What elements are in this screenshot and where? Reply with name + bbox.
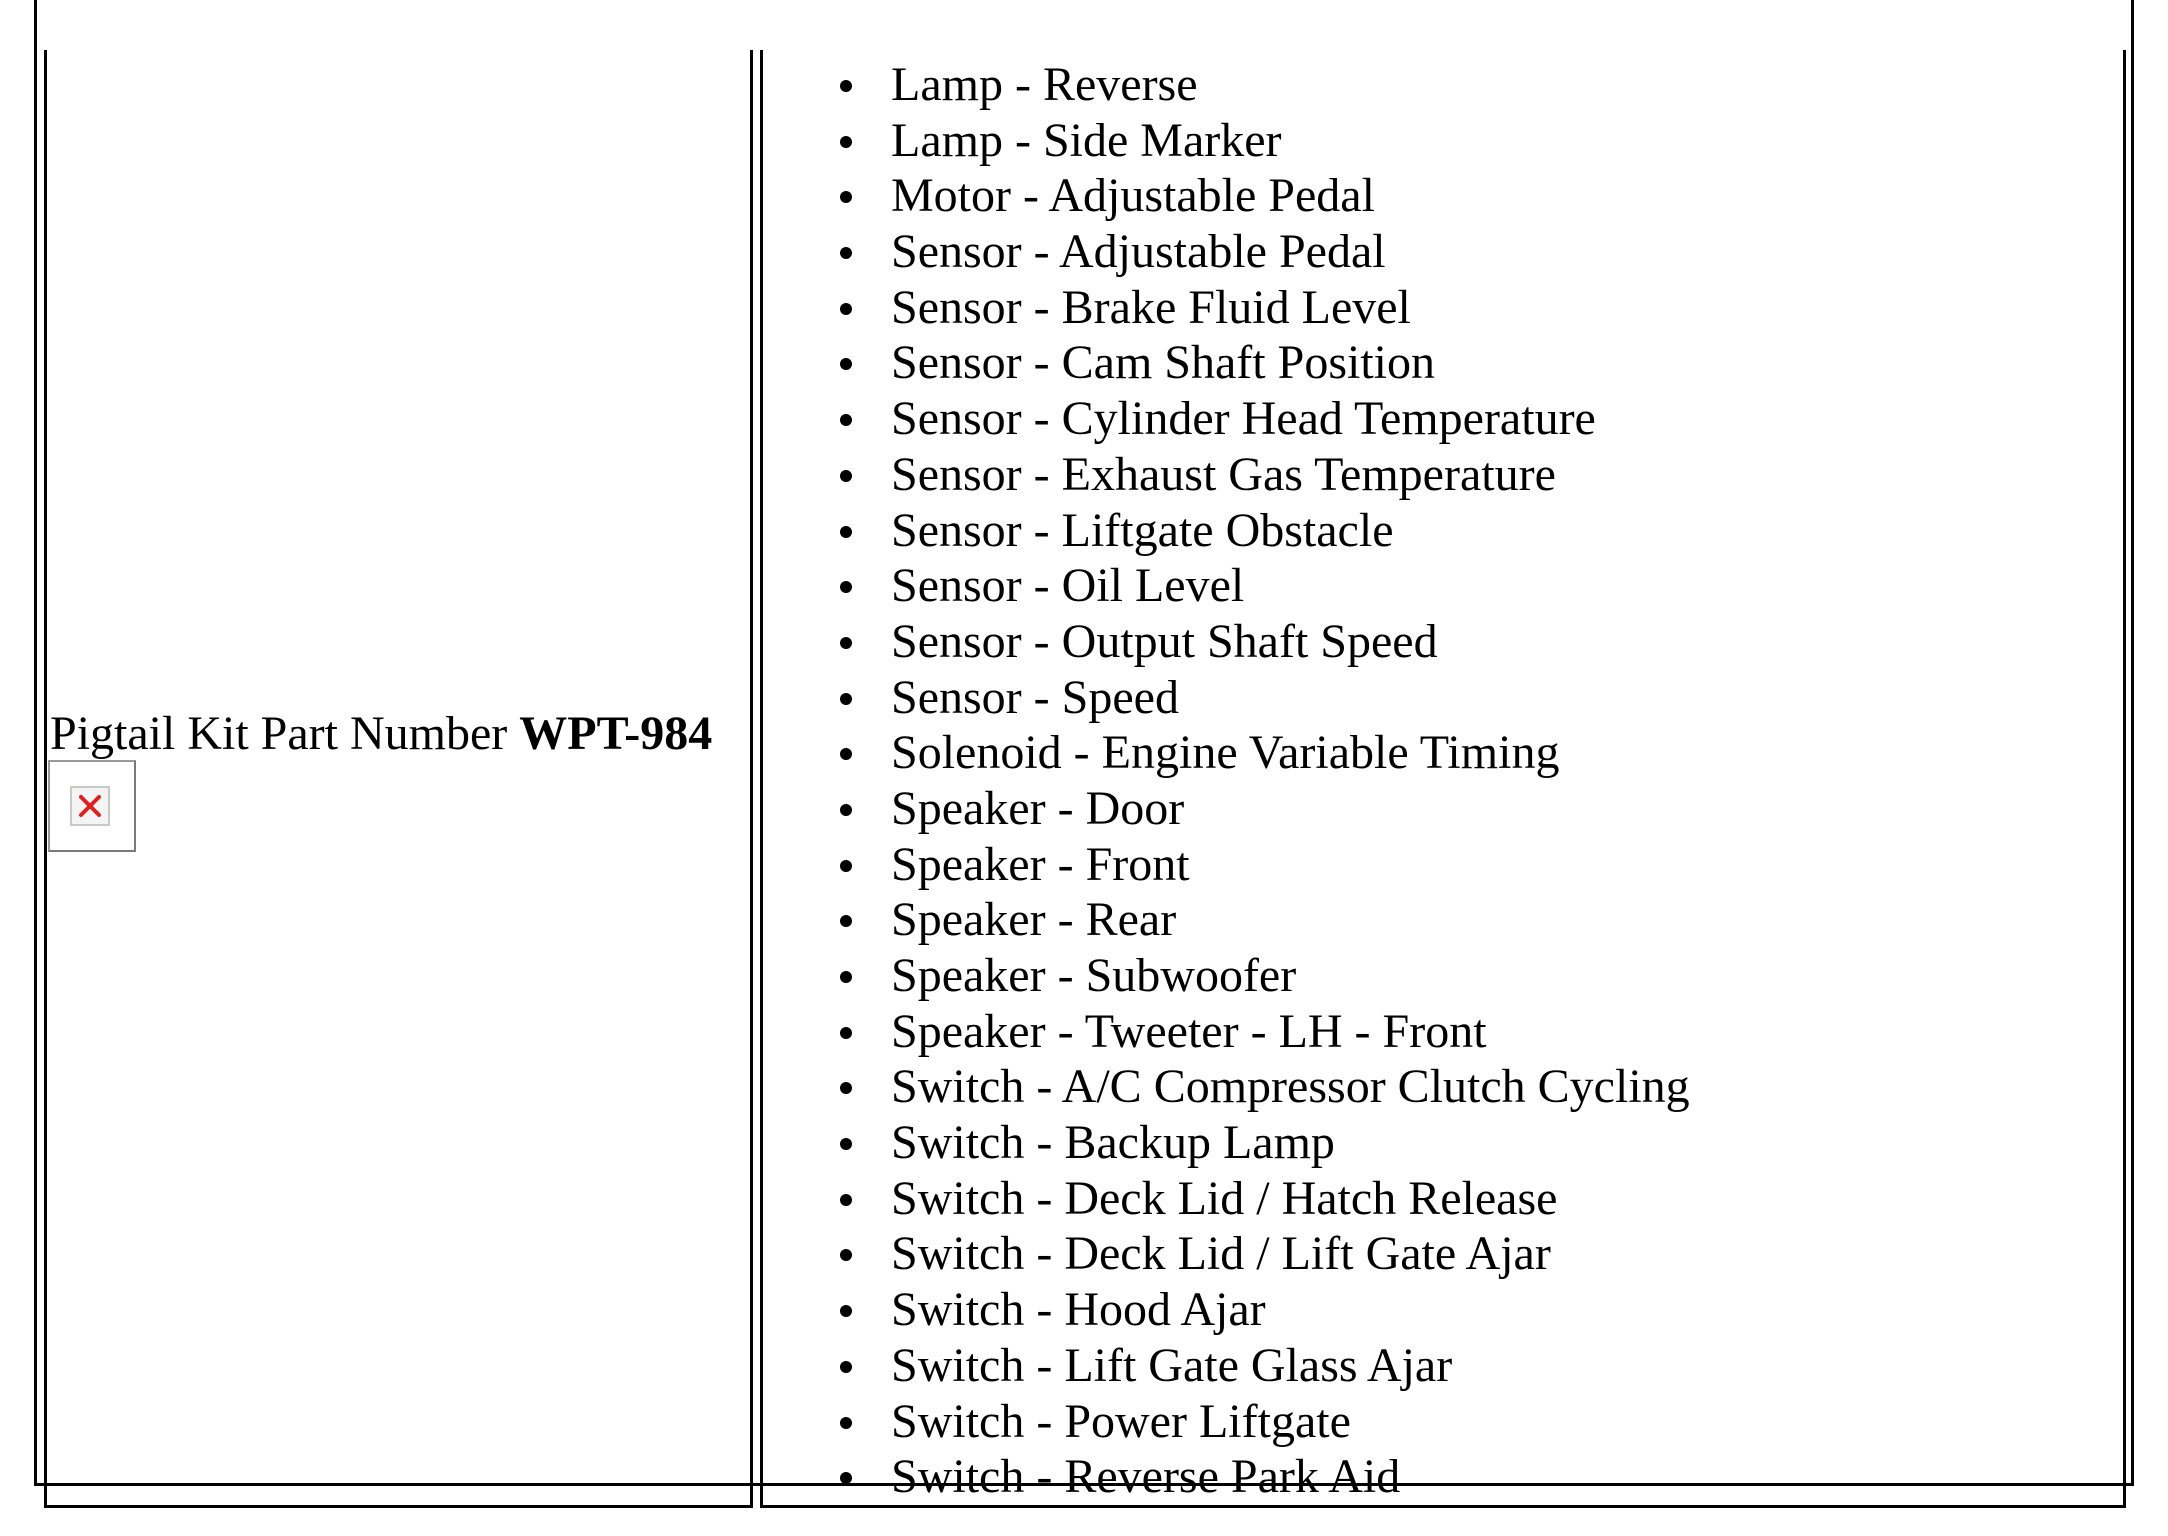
bullet-icon	[840, 303, 852, 315]
list-item-text: Switch - Backup Lamp	[891, 1116, 1335, 1170]
list-item-text: Switch - Deck Lid / Lift Gate Ajar	[891, 1227, 1551, 1281]
bullet-icon	[840, 247, 852, 259]
bullet-icon	[840, 748, 852, 760]
bullet-icon	[840, 1082, 852, 1094]
bullet-icon	[840, 191, 852, 203]
list-item	[840, 670, 1690, 729]
bullet-icon	[840, 804, 852, 816]
list-item	[840, 951, 1690, 1007]
list-item	[840, 1004, 1690, 1063]
list-item	[840, 1338, 1690, 1397]
list-item	[840, 614, 1690, 673]
kit-label-prefix: Pigtail Kit Part Number	[50, 707, 520, 760]
list-item-text: Sensor - Exhaust Gas Temperature	[891, 447, 1556, 501]
list-item	[840, 60, 1690, 116]
list-item-text: Motor - Adjustable Pedal	[891, 169, 1375, 223]
list-item-text: Switch - Hood Ajar	[891, 1283, 1266, 1337]
list-item-text: Sensor - Cam Shaft Position	[891, 336, 1436, 390]
list-item	[840, 171, 1690, 227]
list-item-text: Sensor - Speed	[891, 670, 1179, 724]
component-list	[840, 60, 1690, 1508]
bullet-icon	[840, 1027, 852, 1039]
bullet-icon	[840, 1249, 852, 1261]
list-item-text: Switch - Lift Gate Glass Ajar	[891, 1338, 1453, 1392]
bullet-icon	[840, 637, 852, 649]
list-item	[840, 837, 1690, 896]
list-item	[840, 781, 1690, 840]
red-x-icon	[78, 794, 102, 818]
bullet-icon	[840, 470, 852, 482]
list-item	[840, 447, 1690, 506]
bullet-icon	[840, 526, 852, 538]
bullet-icon	[840, 1138, 852, 1150]
list-item	[840, 1452, 1690, 1508]
list-item	[840, 1285, 1690, 1341]
list-item	[840, 1229, 1690, 1285]
list-item	[840, 728, 1690, 784]
list-item-text: Lamp - Reverse	[891, 58, 1198, 111]
list-item-text: Speaker - Subwoofer	[891, 949, 1297, 1002]
kit-part-number: WPT-984	[519, 707, 713, 760]
bullet-icon	[840, 1361, 852, 1373]
bullet-icon	[840, 80, 852, 92]
list-item-text: Lamp - Side Marker	[891, 113, 1282, 167]
list-item-text: Speaker - Front	[891, 837, 1190, 891]
list-item	[840, 394, 1690, 450]
bullet-icon	[840, 414, 852, 426]
list-item	[840, 1062, 1690, 1118]
list-item-text: Solenoid - Engine Variable Timing	[891, 726, 1560, 780]
bullet-icon	[840, 1305, 852, 1317]
list-item	[840, 1171, 1690, 1230]
kit-part-number-label	[50, 706, 712, 762]
list-item	[840, 561, 1690, 617]
list-item-text: Sensor - Liftgate Obstacle	[891, 503, 1394, 557]
bullet-icon	[840, 136, 852, 148]
bullet-icon	[840, 693, 852, 705]
list-item	[840, 1394, 1690, 1453]
bullet-icon	[840, 1472, 852, 1484]
list-item-text: Switch - Power Liftgate	[891, 1394, 1351, 1448]
bullet-icon	[840, 581, 852, 593]
list-item-text: Sensor - Oil Level	[891, 559, 1245, 613]
list-item-text: Sensor - Brake Fluid Level	[891, 280, 1411, 334]
bullet-icon	[840, 860, 852, 872]
list-item-text: Sensor - Cylinder Head Temperature	[891, 392, 1596, 446]
list-item-text: Speaker - Rear	[891, 893, 1177, 947]
bullet-icon	[840, 358, 852, 370]
list-item-text: Speaker - Door	[891, 781, 1185, 835]
list-item-text: Speaker - Tweeter - LH - Front	[891, 1004, 1487, 1058]
list-item	[840, 113, 1690, 172]
bullet-icon	[840, 971, 852, 983]
list-item	[840, 503, 1690, 562]
list-item-text: Switch - Deck Lid / Hatch Release	[891, 1171, 1558, 1225]
list-item	[840, 280, 1690, 339]
list-item	[840, 227, 1690, 283]
list-item-text: Switch - Reverse Park Aid	[891, 1450, 1401, 1504]
bullet-icon	[840, 1194, 852, 1206]
bullet-icon	[840, 915, 852, 927]
kit-cell	[44, 50, 753, 1508]
broken-image-icon	[48, 760, 136, 852]
bullet-icon	[840, 1417, 852, 1429]
list-item-text: Sensor - Adjustable Pedal	[891, 225, 1386, 279]
list-item	[840, 895, 1690, 951]
list-item	[840, 338, 1690, 394]
list-item	[840, 1118, 1690, 1174]
list-item-text: Switch - A/C Compressor Clutch Cycling	[891, 1060, 1690, 1114]
list-item-text: Sensor - Output Shaft Speed	[891, 614, 1438, 668]
